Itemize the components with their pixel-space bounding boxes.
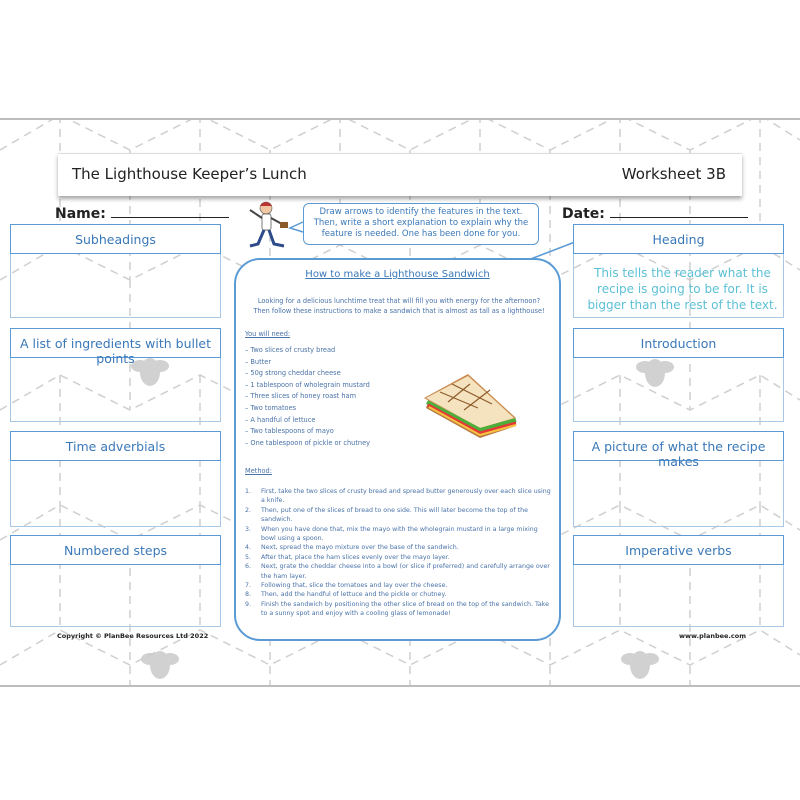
method-step	[245, 581, 551, 590]
method-step	[245, 525, 551, 544]
recipe-text-panel	[234, 258, 561, 641]
name-label: Name:	[55, 206, 106, 222]
answer-area-numbered-steps[interactable]	[10, 565, 221, 627]
ingredient-item: – Butter	[245, 357, 370, 369]
instruction-speech-bubble: Draw arrows to identify the features in the text. Then, write a short explanation to explain why the feature is needed. One has been done for you.	[303, 203, 539, 245]
sandwich-picture	[420, 368, 520, 440]
date-underline[interactable]	[610, 205, 748, 218]
step-text: Then, add the handful of lettuce and the pickle or chutney.	[261, 591, 447, 599]
answer-area-subheadings[interactable]	[10, 254, 221, 318]
label-heading: Heading	[573, 224, 784, 254]
method-steps	[245, 487, 551, 619]
ingredients-list	[245, 345, 370, 449]
step-number: 2.	[245, 506, 252, 514]
answer-area-picture[interactable]	[573, 461, 784, 527]
ingredient-item: – Two slices of crusty bread	[245, 345, 370, 357]
ingredient-item: – One tablespoon of pickle or chutney	[245, 438, 370, 450]
method-step	[245, 543, 551, 552]
ingredient-item: – Two tablespoons of mayo	[245, 426, 370, 438]
answer-area-time-adverbials[interactable]	[10, 461, 221, 527]
name-underline[interactable]	[111, 205, 229, 218]
step-text: Finish the sandwich by positioning the other slice of bread on the top of the sandwich. Take to a sunny spot and enjoy with a cooling glass of lemonade!	[261, 600, 549, 618]
worksheet-page	[0, 118, 800, 687]
date-field[interactable]	[562, 205, 748, 222]
method-step	[245, 487, 551, 506]
step-text: When you have done that, mix the mayo with the wholegrain mustard in a large mixing bowl using a spoon.	[261, 525, 538, 543]
method-step	[245, 590, 551, 599]
you-will-need-subheading: You will need:	[245, 330, 291, 338]
title-bar	[58, 153, 742, 196]
method-step	[245, 600, 551, 619]
ingredient-item: – Three slices of honey roast ham	[245, 391, 370, 403]
method-step	[245, 562, 551, 581]
step-text: Next, grate the cheddar cheese into a bowl (or slice if preferred) and carefully arrange over the ham layer.	[261, 563, 550, 580]
label-subheadings: Subheadings	[10, 224, 221, 254]
method-subheading: Method:	[245, 467, 272, 475]
step-number: 7.	[245, 582, 252, 590]
step-number: 9.	[245, 600, 252, 608]
worksheet-title: The Lighthouse Keeper’s Lunch	[72, 165, 307, 183]
method-step	[245, 553, 551, 562]
name-field[interactable]	[55, 205, 229, 222]
ingredient-item: – A handful of lettuce	[245, 415, 370, 427]
lighthouse-keeper-illustration	[236, 198, 302, 254]
step-number: 6.	[245, 563, 252, 571]
step-number: 4.	[245, 544, 252, 552]
answer-area-introduction[interactable]	[573, 358, 784, 422]
recipe-introduction: Looking for a delicious lunchtime treat that will fill you with energy for the afternoon? Then follow these instructions to make a sandwich that is almost as tall as a lighthouse!	[253, 297, 545, 315]
ingredient-item: – 50g strong cheddar cheese	[245, 368, 370, 380]
answer-area-ingredients-list[interactable]	[10, 358, 221, 422]
step-text: Following that, slice the tomatoes and lay over the cheese.	[261, 582, 448, 590]
label-introduction: Introduction	[573, 328, 784, 358]
step-number: 5.	[245, 553, 252, 561]
method-step	[245, 506, 551, 525]
website-link[interactable]: www.planbee.com	[679, 632, 746, 640]
step-text: Next, spread the mayo mixture over the base of the sandwich.	[261, 544, 459, 552]
ingredient-item: – Two tomatoes	[245, 403, 370, 415]
step-text: After that, place the ham slices evenly over the mayo layer.	[261, 553, 450, 561]
label-picture: A picture of what the recipe makes	[573, 431, 784, 461]
ingredient-item: – 1 tablespoon of wholegrain mustard	[245, 380, 370, 392]
recipe-title: How to make a Lighthouse Sandwich	[305, 269, 490, 280]
heading-example-explanation: This tells the reader what the recipe is going to be for. It is bigger than the rest of the text.	[587, 266, 778, 312]
answer-area-imperative-verbs[interactable]	[573, 565, 784, 627]
worksheet-number: Worksheet 3B	[621, 165, 726, 183]
label-time-adverbials: Time adverbials	[10, 431, 221, 461]
label-ingredients-list: A list of ingredients with bullet points	[10, 328, 221, 358]
copyright-text: Copyright © PlanBee Resources Ltd 2022	[57, 632, 209, 640]
date-label: Date:	[562, 206, 605, 222]
step-text: First, take the two slices of crusty bread and spread butter generously over each slice using a knife.	[261, 488, 551, 505]
label-imperative-verbs: Imperative verbs	[573, 535, 784, 565]
step-number: 3.	[245, 525, 252, 533]
label-numbered-steps: Numbered steps	[10, 535, 221, 565]
step-text: Then, put one of the slices of bread to one side. This will later become the top of the sandwich.	[261, 506, 528, 524]
step-number: 8.	[245, 591, 252, 599]
step-number: 1.	[245, 488, 252, 495]
